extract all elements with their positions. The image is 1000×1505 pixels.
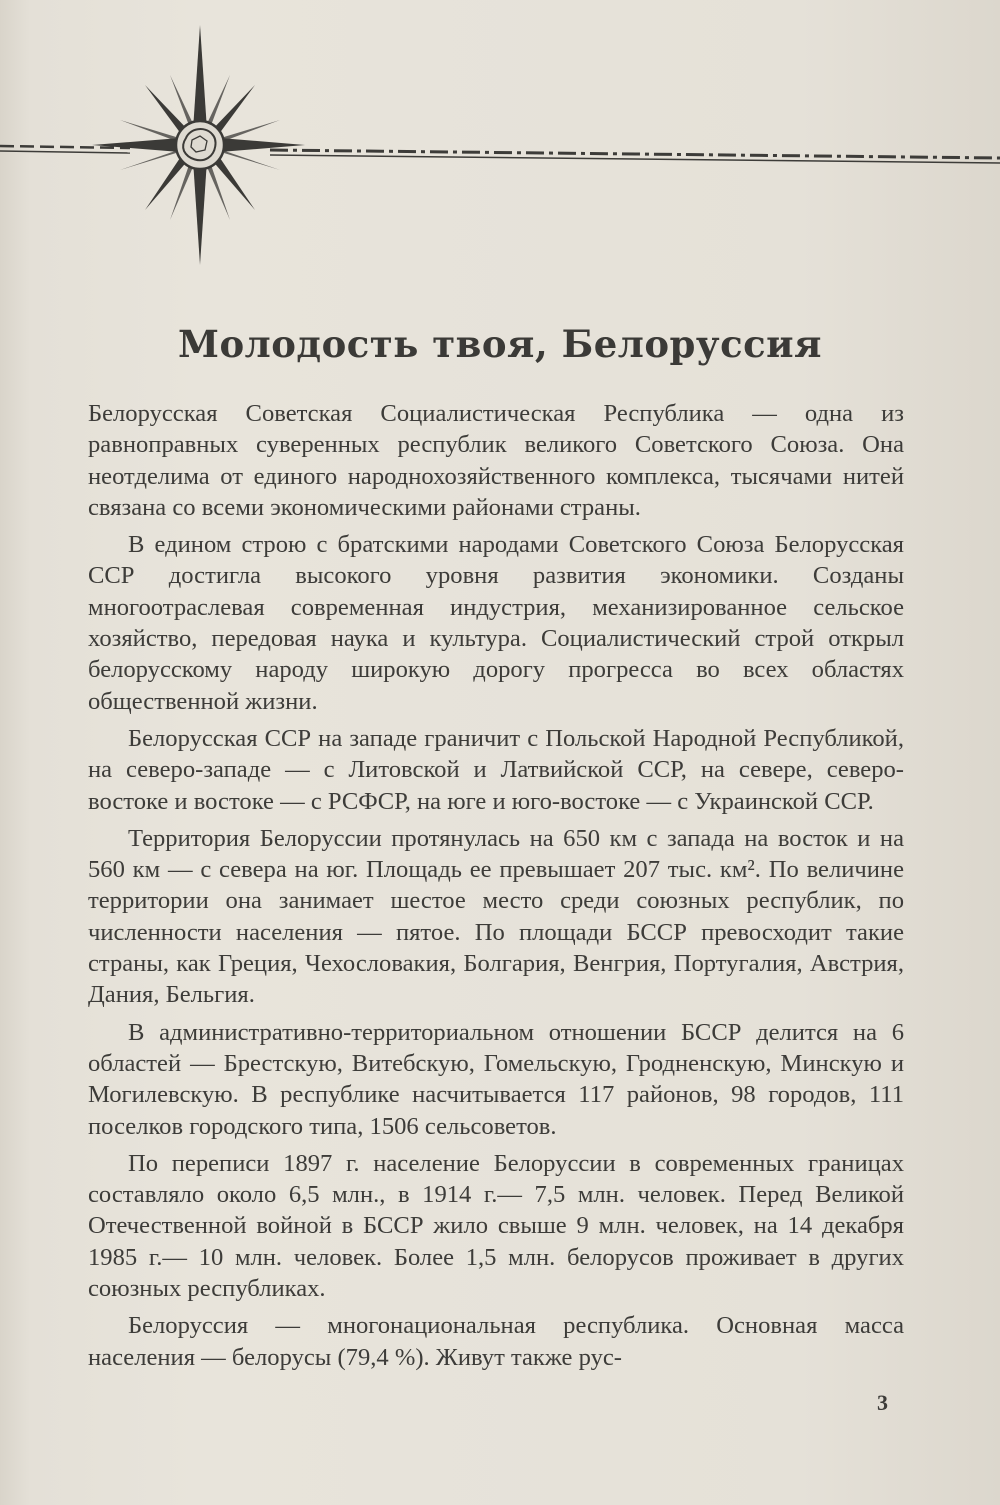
paragraph: Белорусская Советская Социалистическая Республика — одна из равноправных суверенных республик великого Советского Союза. Она неотделима от единого народнохозяйственного комплекса, тысячами нитей связана со всеми экономическими районами страны. — [88, 400, 904, 521]
page-number: 3 — [877, 1390, 888, 1415]
paragraph: Белоруссия — многонациональная республика. Основная масса населения — белорусы (79,4 %). Живут также рус- — [88, 1312, 904, 1371]
paragraph: Территория Белоруссии протянулась на 650 км с запада на восток и на 560 км — с севера на юг. Площадь ее превышает 207 тыс. км². По величине территории она занимает шестое место среди союзных республик, по численности населения — пятое. По площади БССР превосходит такие страны, как Греция, Чехословакия, Болгария, Венгрия, Португалия, Австрия, Дания, Бельгия. — [88, 824, 904, 1009]
ornament-rule-left — [0, 146, 130, 153]
compass-star-ornament-icon — [0, 20, 1000, 270]
paragraph: В административно-территориальном отношении БССР делится на 6 областей — Брестскую, Витебскую, Гомельскую, Гродненскую, Минскую и Могилевскую. В республике насчитывается 117 районов, 98 городов, 111 поселков городского типа, 1506 сельсоветов. — [88, 1018, 904, 1140]
article-body — [88, 398, 904, 1379]
paragraph: Белорусская ССР на западе граничит с Польской Народной Республикой, на северо-западе — с Литовской и Латвийской ССР, на севере, северо-востоке и востоке — с РСФСР, на юге и юго-востоке — с Украинской ССР. — [88, 724, 904, 815]
central-emblem — [176, 121, 224, 169]
paragraph: По переписи 1897 г. население Белоруссии в современных границах составляло около 6,5 млн., в 1914 г.— 7,5 млн. человек. Перед Великой Отечественной войной в БССР жило свыше 9 млн. человек, на 14 декабря 1985 г.— 10 млн. человек. Более 1,5 млн. белорусов проживает в других союзных республиках. — [88, 1149, 904, 1303]
ornament-rule-right — [270, 150, 1000, 163]
paragraph: В едином строю с братскими народами Советского Союза Белорусская ССР достигла высокого уровня развития экономики. Созданы многоотраслевая современная индустрия, механизированное сельское хозяйство, передовая наука и культура. Социалистический строй открыл белорусскому народу широкую дорогу прогресса во всех областях общественной жизни. — [88, 531, 904, 715]
chapter-title: Молодость твоя, Белоруссия — [178, 322, 822, 366]
